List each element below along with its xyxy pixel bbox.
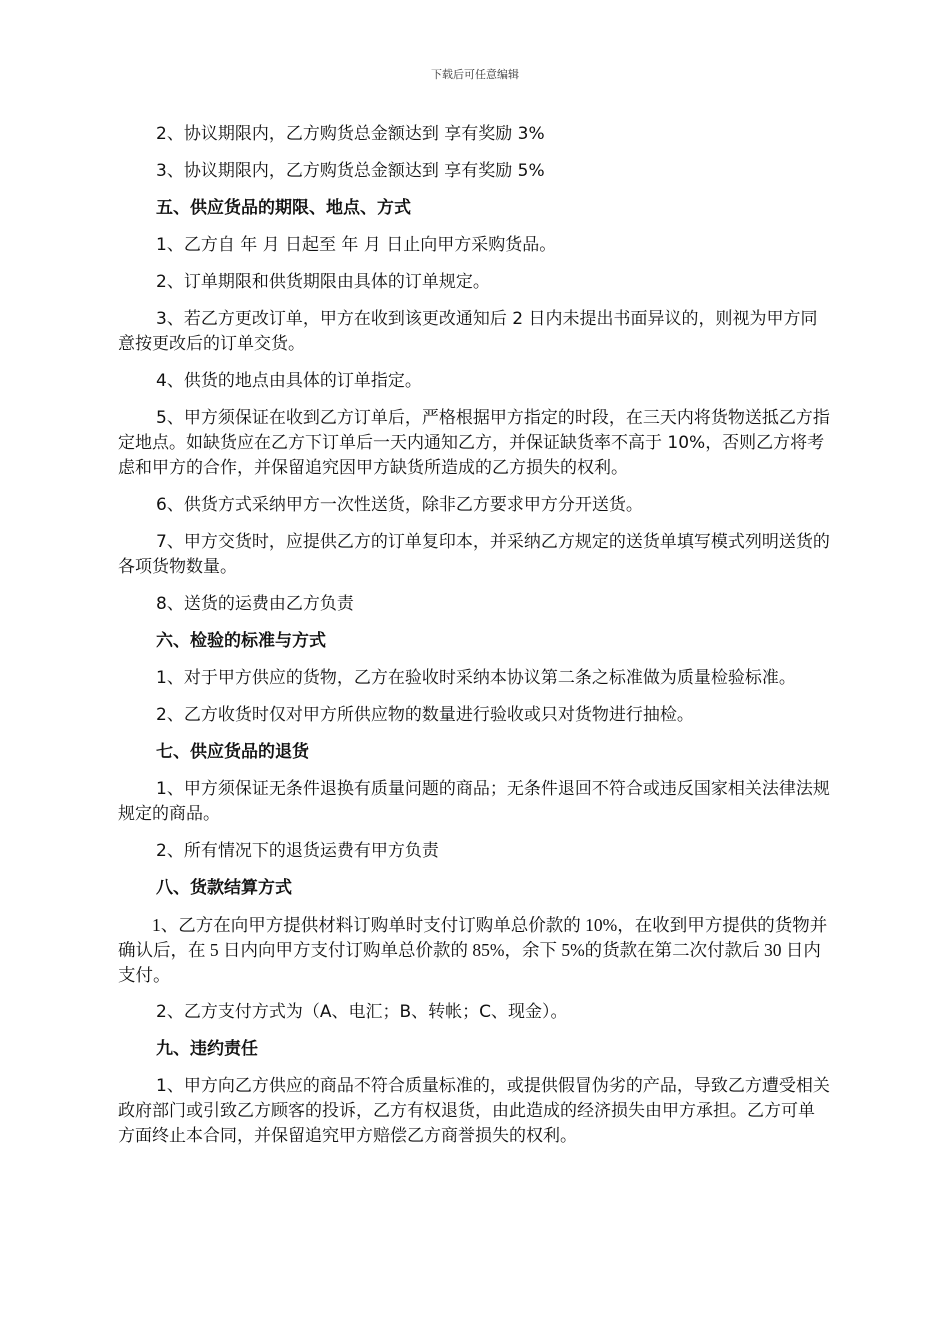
section-heading-7: 七、供应货品的退货 (156, 742, 309, 762)
clause-5-2: 2、订单期限和供货期限由具体的订单规定。 (156, 272, 490, 292)
section-heading-9: 九、违约责任 (156, 1039, 258, 1059)
clause-5-6: 6、供货方式采纳甲方一次性送货，除非乙方要求甲方分开送货。 (156, 495, 643, 515)
clause-6-1: 1、对于甲方供应的货物，乙方在验收时采纳本协议第二条之标准做为质量检验标准。 (156, 668, 796, 688)
clause-5-8: 8、送货的运费由乙方负责 (156, 594, 354, 614)
section-heading-5: 五、供应货品的期限、地点、方式 (156, 198, 411, 218)
clause-8-2: 2、乙方支付方式为（A、电汇；B、转帐；C、现金）。 (156, 1002, 568, 1022)
clause-5-5: 5、甲方须保证在收到乙方订单后，严格根据甲方指定的时段，在三天内将货物送抵乙方指定地点。如缺货应在乙方下订单后一天内通知乙方，并保证缺货率不高于 10%，否则乙方将考虑和甲方的合作，并保留追究因甲方缺货所造成的乙方损失的权利。 (118, 408, 830, 478)
clause-2-reward-3pct: 2、协议期限内，乙方购货总金额达到 享有奖励 3% (156, 124, 545, 144)
clause-5-1: 1、乙方自 年 月 日起至 年 月 日止向甲方采购货品。 (156, 235, 557, 255)
section-heading-8: 八、货款结算方式 (156, 878, 292, 898)
section-heading-6: 六、检验的标准与方式 (156, 631, 326, 651)
clause-7-2: 2、所有情况下的退货运费有甲方负责 (156, 841, 439, 861)
clause-8-1: 1、乙方在向甲方提供材料订购单时支付订购单总价款的 10%，在收到甲方提供的货物并确认后，在 5 日内向甲方支付订购单总价款的 85%，余下 5%的货款在第二次付款后 30 日内支付。 (118, 915, 828, 985)
clause-5-4: 4、供货的地点由具体的订单指定。 (156, 371, 422, 391)
clause-9-1: 1、甲方向乙方供应的商品不符合质量标准的，或提供假冒伪劣的产品，导致乙方遭受相关政府部门或引致乙方顾客的投诉，乙方有权退货，由此造成的经济损失由甲方承担。乙方可单方面终止本合同，并保留追究甲方赔偿乙方商誉损失的权利。 (118, 1076, 830, 1146)
page-header: 下载后可任意编辑 (431, 68, 519, 81)
document-body (118, 122, 830, 1161)
clause-3-reward-5pct: 3、协议期限内，乙方购货总金额达到 享有奖励 5% (156, 161, 545, 181)
clause-5-7: 7、甲方交货时，应提供乙方的订单复印本，并采纳乙方规定的送货单填写模式列明送货的各项货物数量。 (118, 532, 830, 577)
clause-5-3: 3、若乙方更改订单，甲方在收到该更改通知后 2 日内未提出书面异议的，则视为甲方同意按更改后的订单交货。 (118, 309, 818, 354)
clause-7-1: 1、甲方须保证无条件退换有质量问题的商品；无条件退回不符合或违反国家相关法律法规规定的商品。 (118, 779, 830, 824)
clause-6-2: 2、乙方收货时仅对甲方所供应物的数量进行验收或只对货物进行抽检。 (156, 705, 694, 725)
